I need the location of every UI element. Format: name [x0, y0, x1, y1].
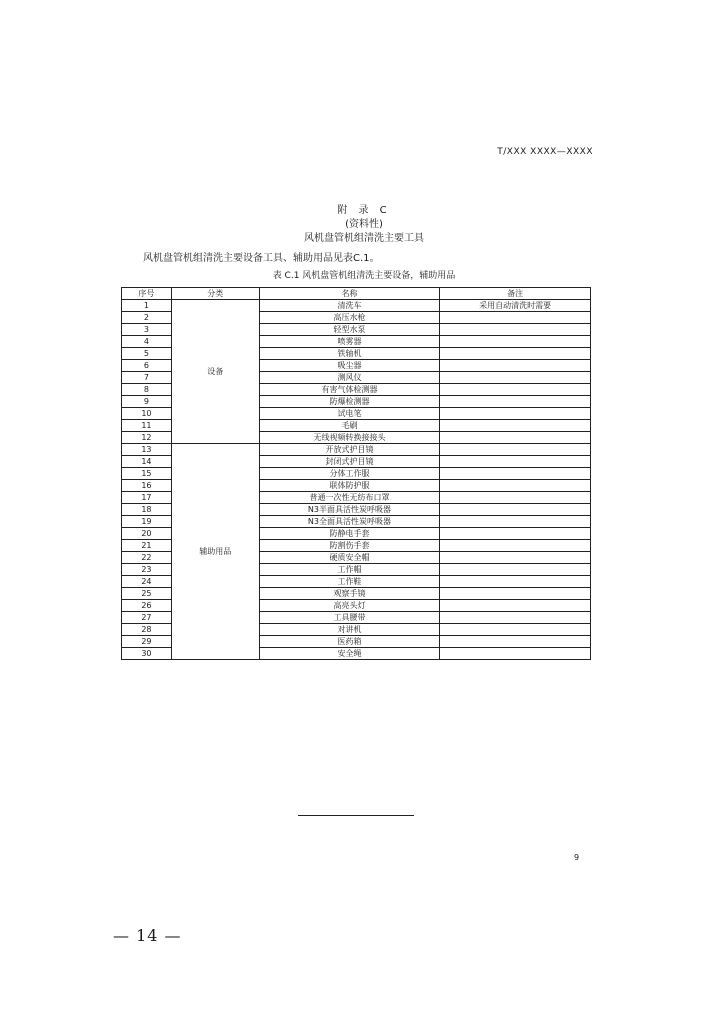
- cell-note: [440, 468, 591, 480]
- cell-no: 21: [122, 540, 172, 552]
- cell-note: [440, 648, 591, 660]
- cell-no: 24: [122, 576, 172, 588]
- cell-note: [440, 324, 591, 336]
- table-header-row: [122, 288, 591, 300]
- cell-name: 有害气体检测器: [259, 384, 440, 396]
- cell-name: 硬质安全帽: [259, 552, 440, 564]
- cell-no: 3: [122, 324, 172, 336]
- cell-name: 对讲机: [259, 624, 440, 636]
- cell-no: 19: [122, 516, 172, 528]
- cell-note: [440, 396, 591, 408]
- table-row: [122, 444, 591, 456]
- cell-no: 8: [122, 384, 172, 396]
- cell-note: [440, 372, 591, 384]
- cell-name: 铁轴机: [259, 348, 440, 360]
- cell-no: 22: [122, 552, 172, 564]
- cell-no: 25: [122, 588, 172, 600]
- cell-no: 10: [122, 408, 172, 420]
- table-body: [122, 300, 591, 660]
- cell-no: 23: [122, 564, 172, 576]
- cell-no: 5: [122, 348, 172, 360]
- cell-name: 高压水枪: [259, 312, 440, 324]
- cell-note: [440, 636, 591, 648]
- equipment-table: [121, 287, 591, 660]
- cell-name: 毛刷: [259, 420, 440, 432]
- cell-no: 7: [122, 372, 172, 384]
- cell-no: 29: [122, 636, 172, 648]
- cell-name: N3全面具活性炭呼吸器: [259, 516, 440, 528]
- cell-no: 12: [122, 432, 172, 444]
- cell-no: 28: [122, 624, 172, 636]
- cell-name: 分体工作服: [259, 468, 440, 480]
- page-number: 9: [574, 853, 580, 862]
- cell-note: [440, 384, 591, 396]
- header-note: 备注: [440, 288, 591, 300]
- header-category: 分类: [171, 288, 259, 300]
- cell-note: [440, 516, 591, 528]
- cell-name: 普通一次性无纺布口罩: [259, 492, 440, 504]
- document-code: T/XXX XXXX—XXXX: [497, 147, 593, 157]
- cell-name: 工作鞋: [259, 576, 440, 588]
- cell-name: 防静电手套: [259, 528, 440, 540]
- cell-name: 封闭式护目镜: [259, 456, 440, 468]
- cell-no: 27: [122, 612, 172, 624]
- cell-note: [440, 552, 591, 564]
- cell-name: 测风仪: [259, 372, 440, 384]
- folio: — 14 —: [113, 926, 182, 945]
- cell-no: 17: [122, 492, 172, 504]
- cell-note: [440, 564, 591, 576]
- cell-no: 15: [122, 468, 172, 480]
- cell-name: 观察手镜: [259, 588, 440, 600]
- cell-note: [440, 612, 591, 624]
- cell-name: 喷雾器: [259, 336, 440, 348]
- header-name: 名称: [259, 288, 440, 300]
- cell-note: [440, 624, 591, 636]
- cell-name: 开放式护目镜: [259, 444, 440, 456]
- table-row: [122, 300, 591, 312]
- cell-note: [440, 600, 591, 612]
- cell-name: 防爆检测器: [259, 396, 440, 408]
- cell-note: [440, 456, 591, 468]
- cell-note: [440, 504, 591, 516]
- cell-no: 14: [122, 456, 172, 468]
- appendix-nature: (资料性): [345, 219, 383, 230]
- cell-name: N3半面具活性炭呼吸器: [259, 504, 440, 516]
- cell-name: 吸尘器: [259, 360, 440, 372]
- cell-name: 无线视频转换接接头: [259, 432, 440, 444]
- cell-no: 26: [122, 600, 172, 612]
- cell-note: [440, 420, 591, 432]
- cell-name: 安全绳: [259, 648, 440, 660]
- cell-note: [440, 432, 591, 444]
- cell-note: [440, 444, 591, 456]
- cell-name: 高亮头灯: [259, 600, 440, 612]
- cell-note: [440, 480, 591, 492]
- cell-name: 防割伤手套: [259, 540, 440, 552]
- cell-note: [440, 588, 591, 600]
- cell-note: 采用自动清洗时需要: [440, 300, 591, 312]
- cell-note: [440, 360, 591, 372]
- intro-paragraph: 风机盘管机组清洗主要设备工具、辅助用品见表C.1。: [143, 253, 380, 264]
- cell-category: 设备: [171, 300, 259, 444]
- cell-no: 6: [122, 360, 172, 372]
- cell-no: 1: [122, 300, 172, 312]
- cell-name: 工具腰带: [259, 612, 440, 624]
- cell-no: 20: [122, 528, 172, 540]
- cell-note: [440, 312, 591, 324]
- cell-note: [440, 336, 591, 348]
- cell-note: [440, 492, 591, 504]
- appendix-heading: 风机盘管机组清洗主要工具: [304, 233, 424, 244]
- appendix-title: 附 录 C: [337, 205, 391, 216]
- footnote-separator: [298, 815, 414, 816]
- table-caption: 表 C.1 风机盘管机组清洗主要设备，辅助用品: [272, 271, 456, 281]
- cell-name: 联体防护服: [259, 480, 440, 492]
- cell-note: [440, 528, 591, 540]
- cell-name: 试电笔: [259, 408, 440, 420]
- cell-note: [440, 348, 591, 360]
- cell-note: [440, 408, 591, 420]
- cell-name: 轻型水泵: [259, 324, 440, 336]
- cell-no: 13: [122, 444, 172, 456]
- cell-no: 18: [122, 504, 172, 516]
- cell-category: 辅助用品: [171, 444, 259, 660]
- cell-note: [440, 576, 591, 588]
- cell-name: 工作帽: [259, 564, 440, 576]
- cell-no: 30: [122, 648, 172, 660]
- cell-name: 清洗车: [259, 300, 440, 312]
- cell-name: 医药箱: [259, 636, 440, 648]
- cell-no: 9: [122, 396, 172, 408]
- cell-no: 11: [122, 420, 172, 432]
- cell-no: 4: [122, 336, 172, 348]
- header-no: 序号: [122, 288, 172, 300]
- cell-no: 16: [122, 480, 172, 492]
- cell-no: 2: [122, 312, 172, 324]
- cell-note: [440, 540, 591, 552]
